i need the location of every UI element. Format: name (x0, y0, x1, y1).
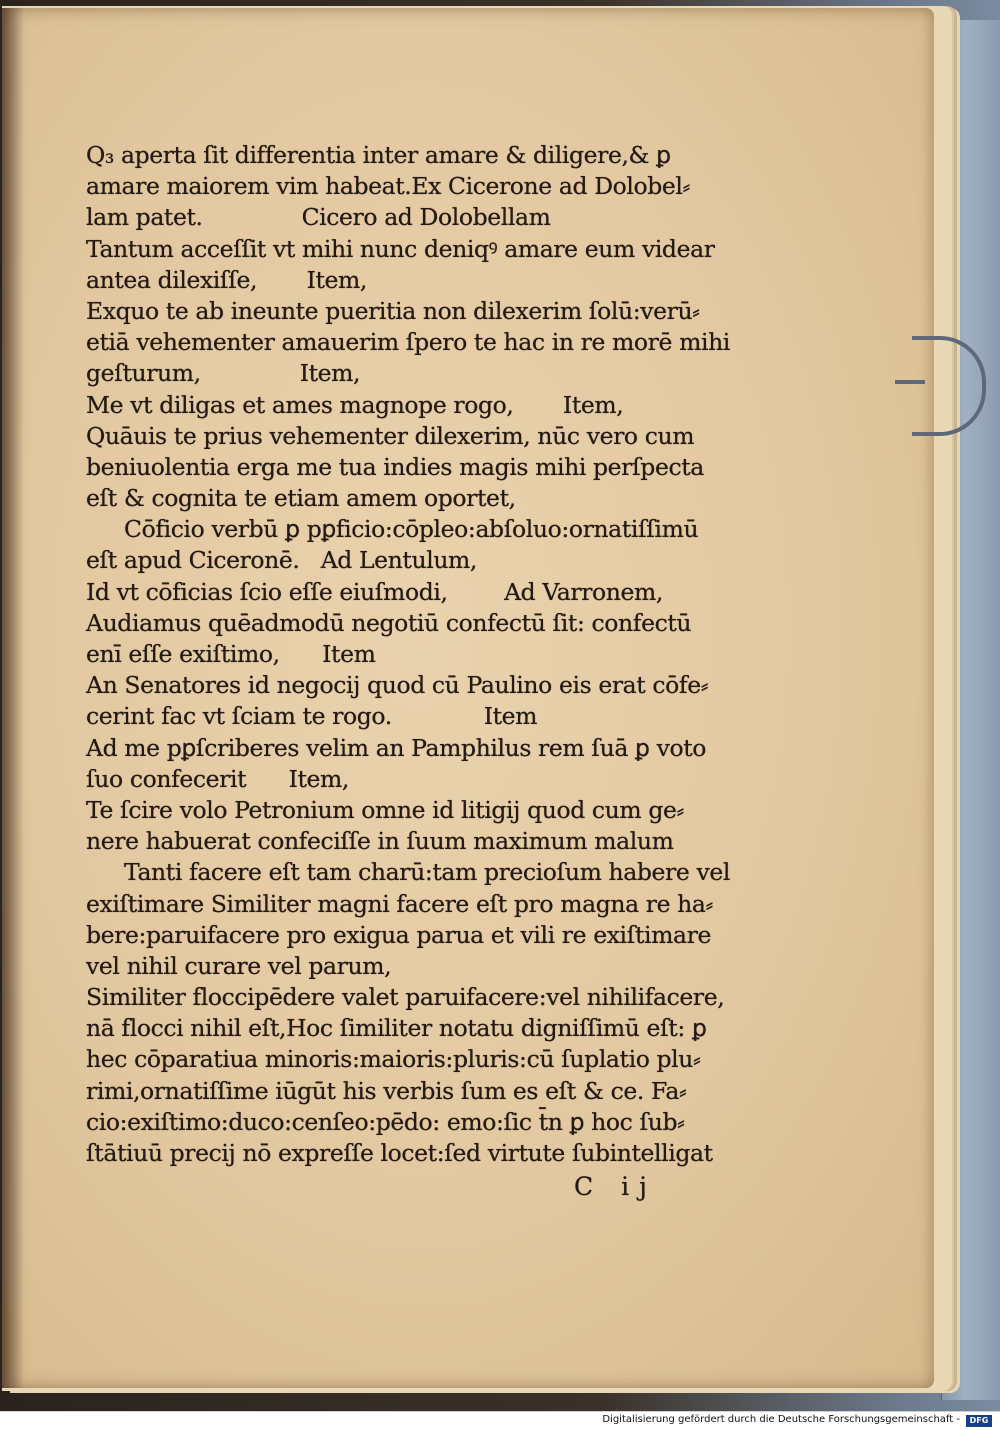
text-line: rimi,ornatiſſime iūgūt his verbis ſum es eſt & ce. Fa⸗ (86, 1076, 687, 1105)
text-line: Similiter floccipēdere valet paruifacere:vel nihilifacere, (86, 983, 725, 1012)
text-line: bere:paruifacere pro exigua parua et vili re exiſtimare (86, 920, 711, 949)
text-line: hec cōparatiua minoris:maioris:pluris:cū ſuplatio plu⸗ (86, 1045, 701, 1074)
text-line: cerint fac vt ſciam te rogo. Item (86, 702, 538, 731)
footer-credit: Digitalisierung gefördert durch die Deutsche Forschungsgemeinschaft - (602, 1414, 960, 1425)
text-line: enī eſſe exiſtimo, Item (86, 640, 376, 668)
text-line: Exquo te ab ineunte pueritia non dilexerim ſolū:verū⸗ (86, 296, 700, 325)
spine-shadow (2, 8, 24, 1388)
text-line: Tanti facere eſt tam charū:tam precioſum habere vel (124, 858, 730, 887)
page-text (86, 140, 766, 1169)
text-line: Me vt diligas et ames magnope rogo, Item, (86, 390, 624, 419)
text-line: antea dilexiſſe, Item, (86, 265, 367, 294)
text-line: Cōficio verbū ꝑ pꝑficio:cōpleo:abſoluo:ornatiſſimū (124, 515, 699, 544)
text-line: geſturum, Item, (86, 359, 361, 388)
text-line: ſuo confecerit Item, (86, 764, 349, 793)
text-line: Te ſcire volo Petronium omne id litigij quod cum ge⸗ (86, 795, 684, 824)
text-line: An Senatores id negocij quod cū Paulino eis erat cōfe⸗ (86, 671, 709, 700)
text-line: exiſtimare Similiter magni facere eſt pro magna re ha⸗ (86, 889, 713, 918)
clasp-tie (895, 380, 925, 384)
text-line: etiā vehementer amauerim ſpero te hac in re morē mihi (86, 328, 730, 357)
footer-bar (0, 1411, 1000, 1430)
text-line: amare maiorem vim habeat.Ex Cicerone ad Dolobel⸗ (86, 172, 690, 201)
text-line: nā flocci nihil eſt,Hoc ſimiliter notatu digniſſimū eſt: ꝑ (86, 1014, 707, 1043)
text-line: Id vt cōficias ſcio eſſe eiuſmodi, Ad Varronem, (86, 577, 663, 606)
text-line: cio:exiſtimo:duco:cenſeo:pēdo: emo:ſic t̄n ꝑ hoc ſub⸗ (86, 1107, 685, 1136)
dfg-logo: DFG (966, 1415, 992, 1427)
text-line: Q₃ aperta ſit differentia inter amare & diligere,& ꝑ (86, 141, 671, 169)
text-line: eſt & cognita te etiam amem oportet, (86, 484, 516, 513)
text-line: Tantum acceſſit vt mihi nunc deniqꝰ amare eum videar (86, 234, 715, 263)
text-line: Quāuis te prius vehementer dilexerim, nūc vero cum (86, 421, 695, 450)
text-line: ſtātiuū precij nō expreſſe locet:ſed virtute ſubintelligat (86, 1139, 713, 1167)
text-line: nere habuerat confeciſſe in ſuum maximum malum (86, 827, 674, 856)
text-line: beniuolentia erga me tua indies magis mihi perſpecta (86, 452, 704, 481)
text-line: lam patet. Cicero ad Dolobellam (86, 203, 551, 232)
signature-mark: C ij (574, 1172, 657, 1201)
text-line: vel nihil curare vel parum, (86, 951, 392, 980)
text-line: Audiamus quēadmodū negotiū confectū ſit: confectū (86, 608, 692, 637)
text-line: eſt apud Ciceronē. Ad Lentulum, (86, 546, 478, 575)
text-line: Ad me pꝑſcriberes velim an Pamphilus rem ſuā ꝑ voto (86, 733, 707, 762)
